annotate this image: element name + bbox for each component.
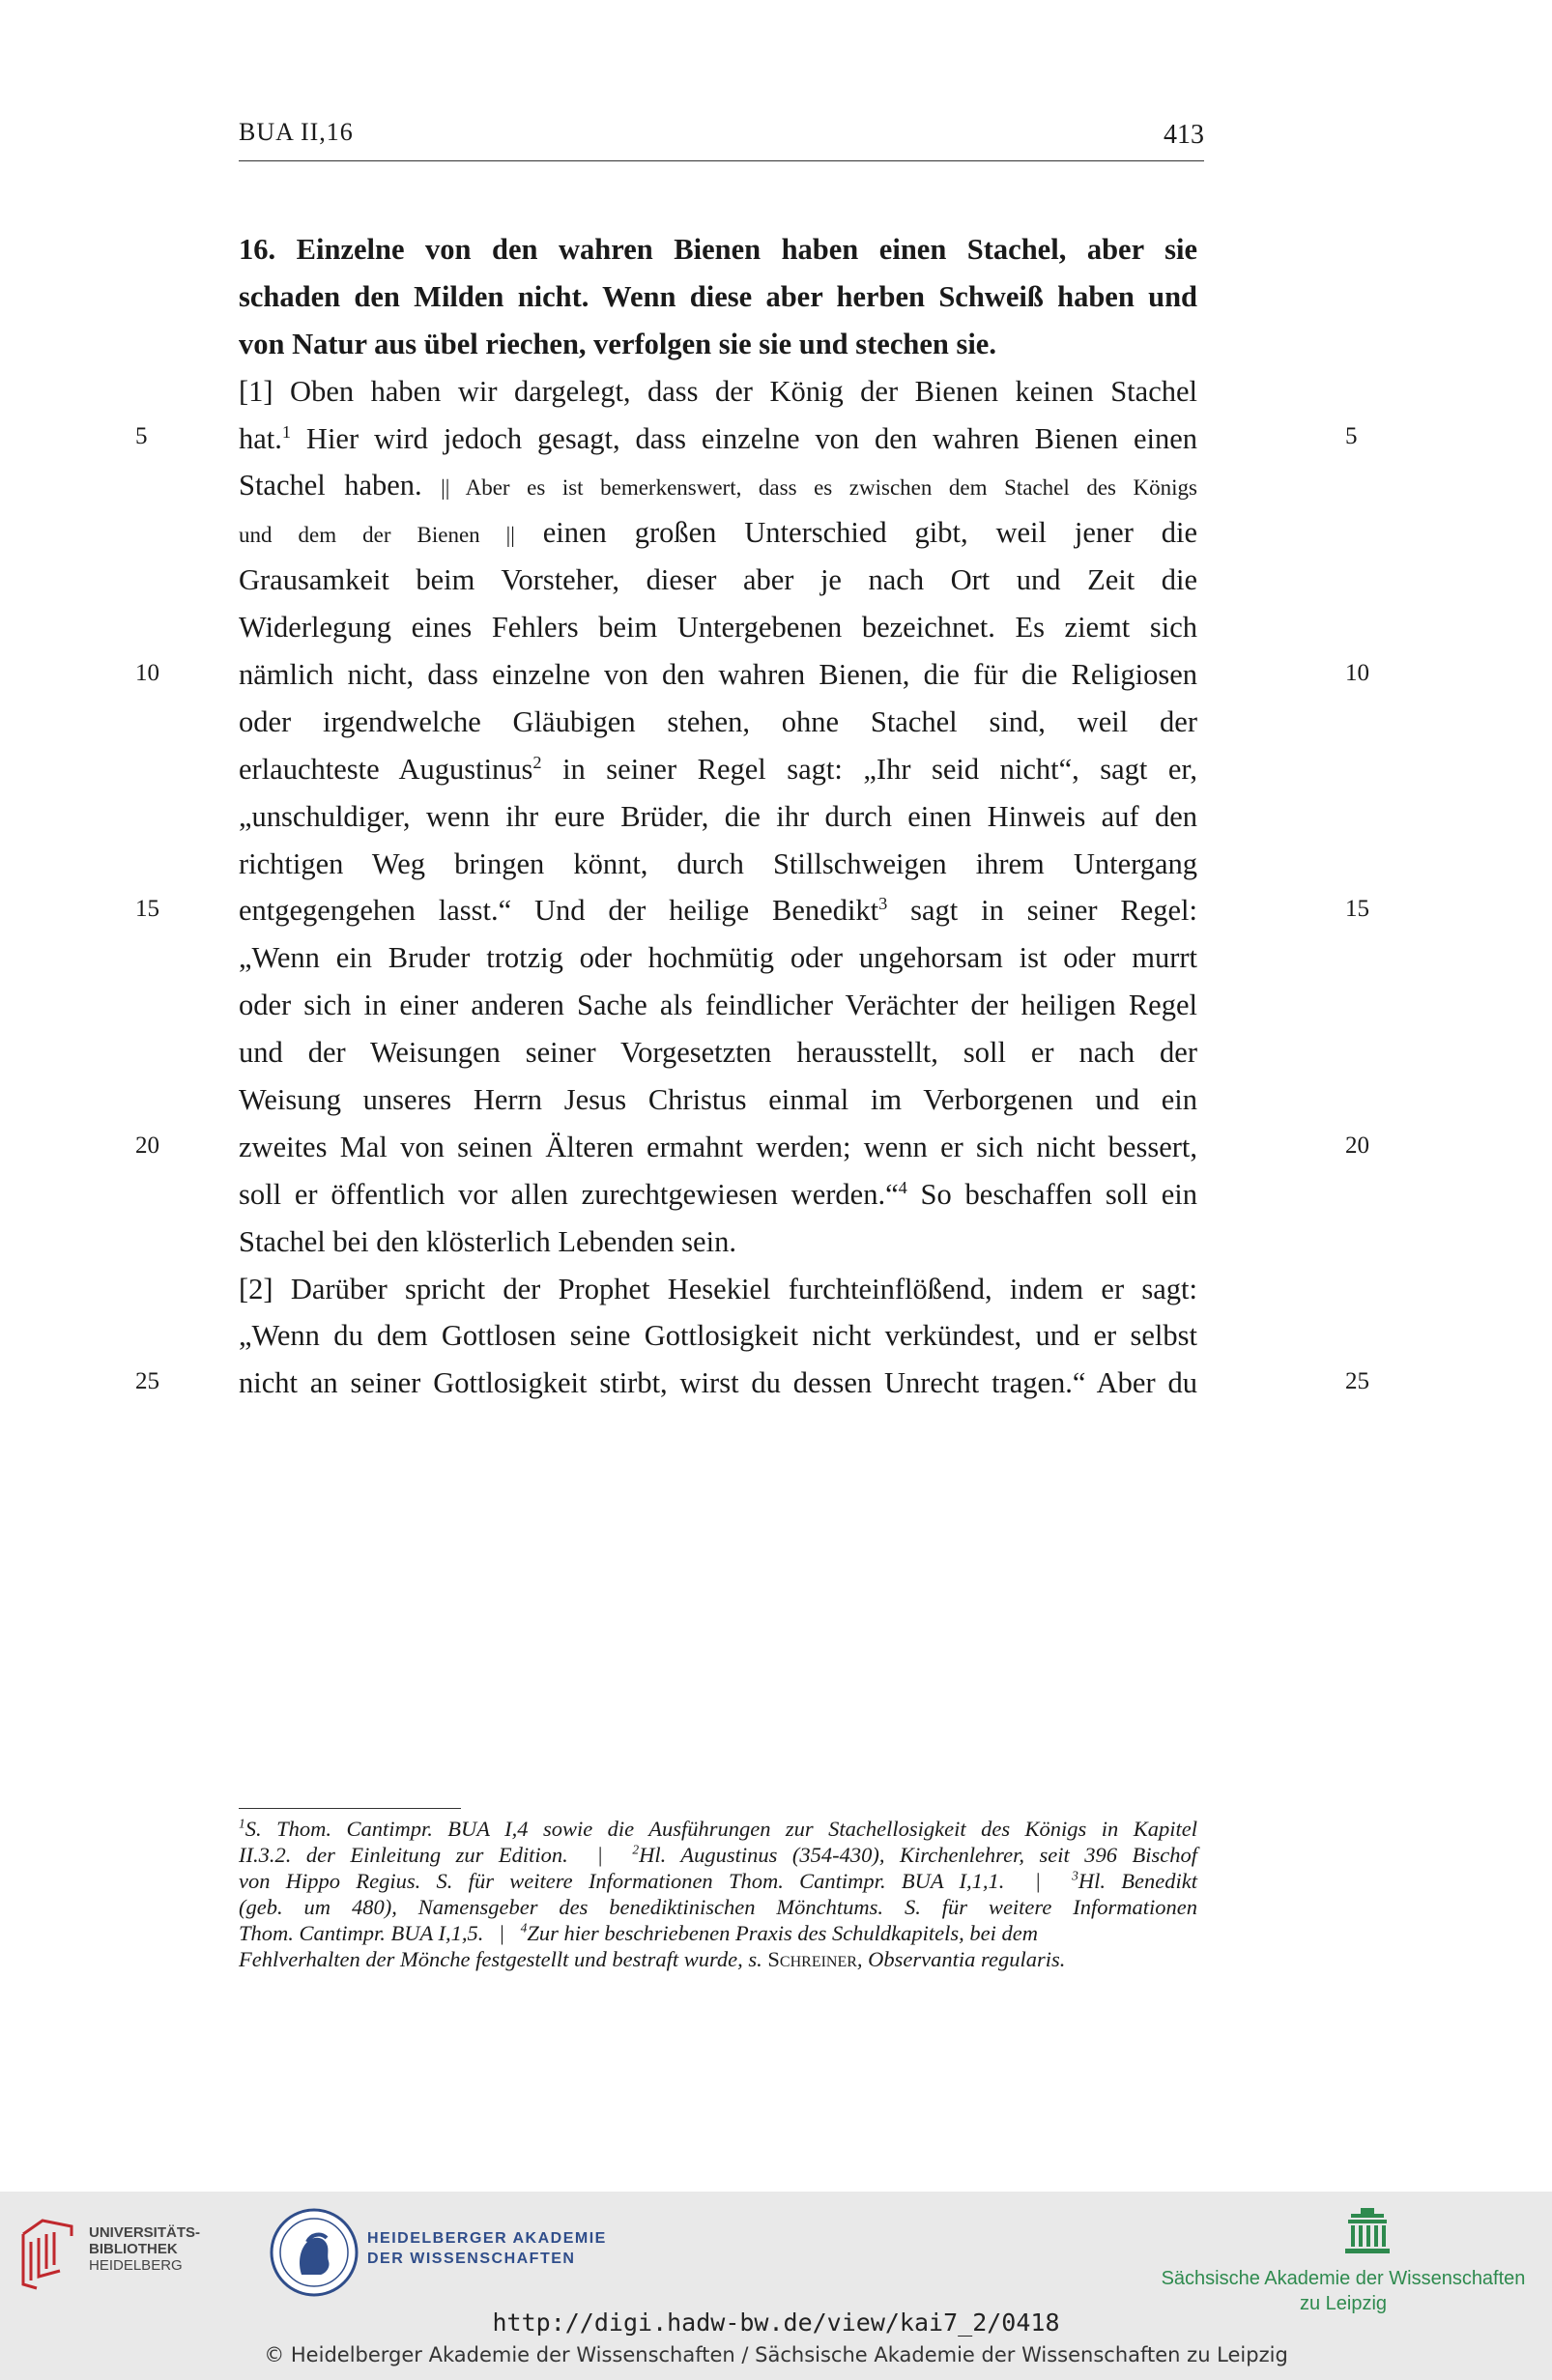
text-run: hat.: [239, 421, 282, 455]
footnote-text: S. Thom. Cantimpr. BUA I,4 sowie die Ausführungen zur Stachellosigkeit des Königs in Kapitel: [244, 1817, 1197, 1841]
small-text-run: und dem der Bienen ||: [239, 523, 515, 548]
footnote-text: II.3.2. der Einleitung zur Edition.: [239, 1843, 568, 1867]
chapter-heading-line: von Natur aus übel riechen, verfolgen sie sie und stechen sie.: [239, 327, 996, 360]
line-number-right: 15: [1345, 896, 1369, 922]
saw-building-icon: [1345, 2208, 1390, 2254]
text-line: Widerlegung eines Fehlers beim Untergebenen bezeichnet. Es ziemt sich: [239, 611, 1197, 645]
text-run: So beschaffen soll ein: [906, 1177, 1197, 1211]
footnote-text: Zur hier beschriebenen Praxis des Schuldkapitels, bei dem: [527, 1921, 1039, 1945]
text-line: [239, 746, 1197, 793]
footnote-separator: |: [500, 1921, 504, 1945]
page-number: 413: [1164, 120, 1204, 150]
main-text: [239, 226, 1197, 1407]
line-number-left: 20: [135, 1133, 159, 1159]
footnote-number: 1: [239, 1816, 245, 1831]
footnote-number: 4: [520, 1920, 528, 1936]
text-line: richtigen Weg bringen könnt, durch Stillschweigen ihrem Untergang: [239, 846, 1197, 880]
logo-text-line: DER WISSENSCHAFTEN: [367, 2251, 576, 2267]
footnote-ref: 3: [878, 894, 888, 914]
text-run: erlauchteste Augustinus: [239, 752, 533, 786]
logo-text-line: HEIDELBERGER AKADEMIE: [367, 2230, 607, 2247]
footnote-line: [239, 1842, 1197, 1868]
text-line: Grausamkeit beim Vorsteher, dieser aber je nach Ort und Zeit die: [239, 563, 1197, 597]
footnote-separator: |: [1035, 1869, 1041, 1893]
footnotes: [239, 1816, 1197, 1972]
text-line: [2] Darüber spricht der Prophet Hesekiel furchteinflößend, indem er sagt:: [239, 1272, 1197, 1305]
text-line: nämlich nicht, dass einzelne von den wahren Bienen, die für die Religiosen: [239, 658, 1197, 692]
text-run: soll er öffentlich vor allen zurechtgewiesen werden.“: [239, 1177, 899, 1211]
line-number-left: 10: [135, 660, 159, 686]
text-run: Hier wird jedoch gesagt, dass einzelne von den wahren Bienen einen: [291, 421, 1197, 455]
footnote-divider: [239, 1808, 461, 1809]
text-line: Stachel bei den klösterlich Lebenden sein.: [239, 1224, 736, 1258]
logo-text-line: Sächsische Akademie der Wissenschaften: [1161, 2268, 1526, 2289]
chapter-heading-line: schaden den Milden nicht. Wenn diese aber herben Schweiß haben und: [239, 279, 1197, 313]
hadw-logo-text: [367, 2228, 607, 2269]
line-number-right: 20: [1345, 1133, 1369, 1159]
text-line: „Wenn du dem Gottlosen seine Gottlosigkeit nicht verkündest, und er selbst: [239, 1319, 1197, 1353]
footnote-text: Fehlverhalten der Mönche festgestellt und bestraft wurde, s.: [239, 1947, 768, 1971]
footnote-ref: 4: [898, 1177, 907, 1197]
line-number-left: 25: [135, 1368, 159, 1394]
line-number-left: 5: [135, 423, 148, 449]
text-run: einen großen Unterschied gibt, weil jener die: [514, 516, 1197, 550]
text-line: „Wenn ein Bruder trotzig oder hochmütig oder ungehorsam ist oder murrt: [239, 941, 1197, 975]
footnote-text: Thom. Cantimpr. BUA I,1,5.: [239, 1921, 484, 1945]
chapter-heading-line: 16. Einzelne von den wahren Bienen haben einen Stachel, aber sie: [239, 233, 1197, 266]
text-line: [239, 1171, 1197, 1219]
footnote-text: , Observantia regularis.: [856, 1947, 1066, 1971]
footnote-text: Hl. Augustinus (354-430), Kirchenlehrer, seit 396 Bischof: [639, 1843, 1198, 1867]
footnote-separator: |: [597, 1843, 603, 1867]
footnote-text: von Hippo Regius. S. für weitere Informationen Thom. Cantimpr. BUA I,1,1.: [239, 1869, 1005, 1893]
footnote-line: (geb. um 480), Namensgeber des benediktinischen Mönchtums. S. für weitere Informationen: [239, 1895, 1197, 1919]
line-number-right: 25: [1345, 1368, 1369, 1394]
line-number-left: 15: [135, 896, 159, 922]
author-small-caps: Schreiner: [767, 1947, 857, 1971]
line-number-right: 5: [1345, 423, 1358, 449]
permalink-url[interactable]: http://digi.hadw-bw.de/view/kai7_2/0418: [492, 2308, 1060, 2337]
text-line: zweites Mal von seinen Älteren ermahnt werden; wenn er sich nicht bessert,: [239, 1130, 1197, 1163]
text-run: sagt in seiner Regel:: [887, 894, 1198, 928]
text-line: [1] Oben haben wir dargelegt, dass der König der Bienen keinen Stachel: [239, 374, 1197, 408]
footnote-number: 2: [632, 1842, 640, 1857]
copyright-notice: © Heidelberger Akademie der Wissenschaften / Sächsische Akademie der Wissenschaften zu Leipzig: [264, 2343, 1288, 2366]
footnote-line: [239, 1920, 1197, 1946]
footnote-ref: 1: [281, 421, 292, 442]
ub-heidelberg-logo-text: [89, 2224, 200, 2274]
text-line: und der Weisungen seiner Vorgesetzten herausstellt, soll er nach der: [239, 1036, 1197, 1070]
footnote-line: [239, 1946, 1197, 1972]
text-run: in seiner Regel sagt: „Ihr seid nicht“, sagt er,: [541, 752, 1197, 786]
footnote-line: [239, 1868, 1197, 1894]
text-line: oder sich in einer anderen Sache als feindlicher Verächter der heiligen Regel: [239, 989, 1197, 1022]
text-line: nicht an seiner Gottlosigkeit stirbt, wirst du dessen Unrecht tragen.“ Aber du: [239, 1366, 1197, 1400]
text-run: entgegengehen lasst.“ Und der heilige Benedikt: [239, 894, 879, 928]
logo-text-line: HEIDELBERG: [89, 2257, 183, 2274]
text-line: [239, 509, 1197, 557]
logo-text-line: zu Leipzig: [1299, 2293, 1388, 2314]
ub-heidelberg-logo-icon: [17, 2213, 77, 2290]
page-header: [239, 114, 1204, 161]
text-run: Stachel haben.: [239, 469, 442, 502]
footnote-text: Hl. Benedikt: [1078, 1869, 1197, 1893]
hadw-seal-icon: [269, 2207, 359, 2298]
text-line: [239, 462, 1197, 509]
logo-text-line: UNIVERSITÄTS-: [89, 2224, 201, 2241]
running-head: BUA II,16: [239, 118, 354, 146]
small-text-run: || Aber es ist bemerkenswert, dass es zwischen dem Stachel des Königs: [441, 475, 1197, 501]
text-line: [239, 887, 1197, 934]
logo-text-line: BIBLIOTHEK: [89, 2241, 178, 2257]
text-line: Weisung unseres Herrn Jesus Christus einmal im Verborgenen und ein: [239, 1083, 1197, 1117]
text-line: oder irgendwelche Gläubigen stehen, ohne Stachel sind, weil der: [239, 704, 1197, 738]
footnote-number: 3: [1072, 1868, 1078, 1883]
footnote-ref: 2: [532, 752, 542, 772]
text-line: „unschuldiger, wenn ihr eure Brüder, die ihr durch einen Hinweis auf den: [239, 799, 1197, 833]
footnote-line: [239, 1816, 1197, 1842]
line-number-right: 10: [1345, 660, 1369, 686]
text-line: [239, 416, 1197, 463]
